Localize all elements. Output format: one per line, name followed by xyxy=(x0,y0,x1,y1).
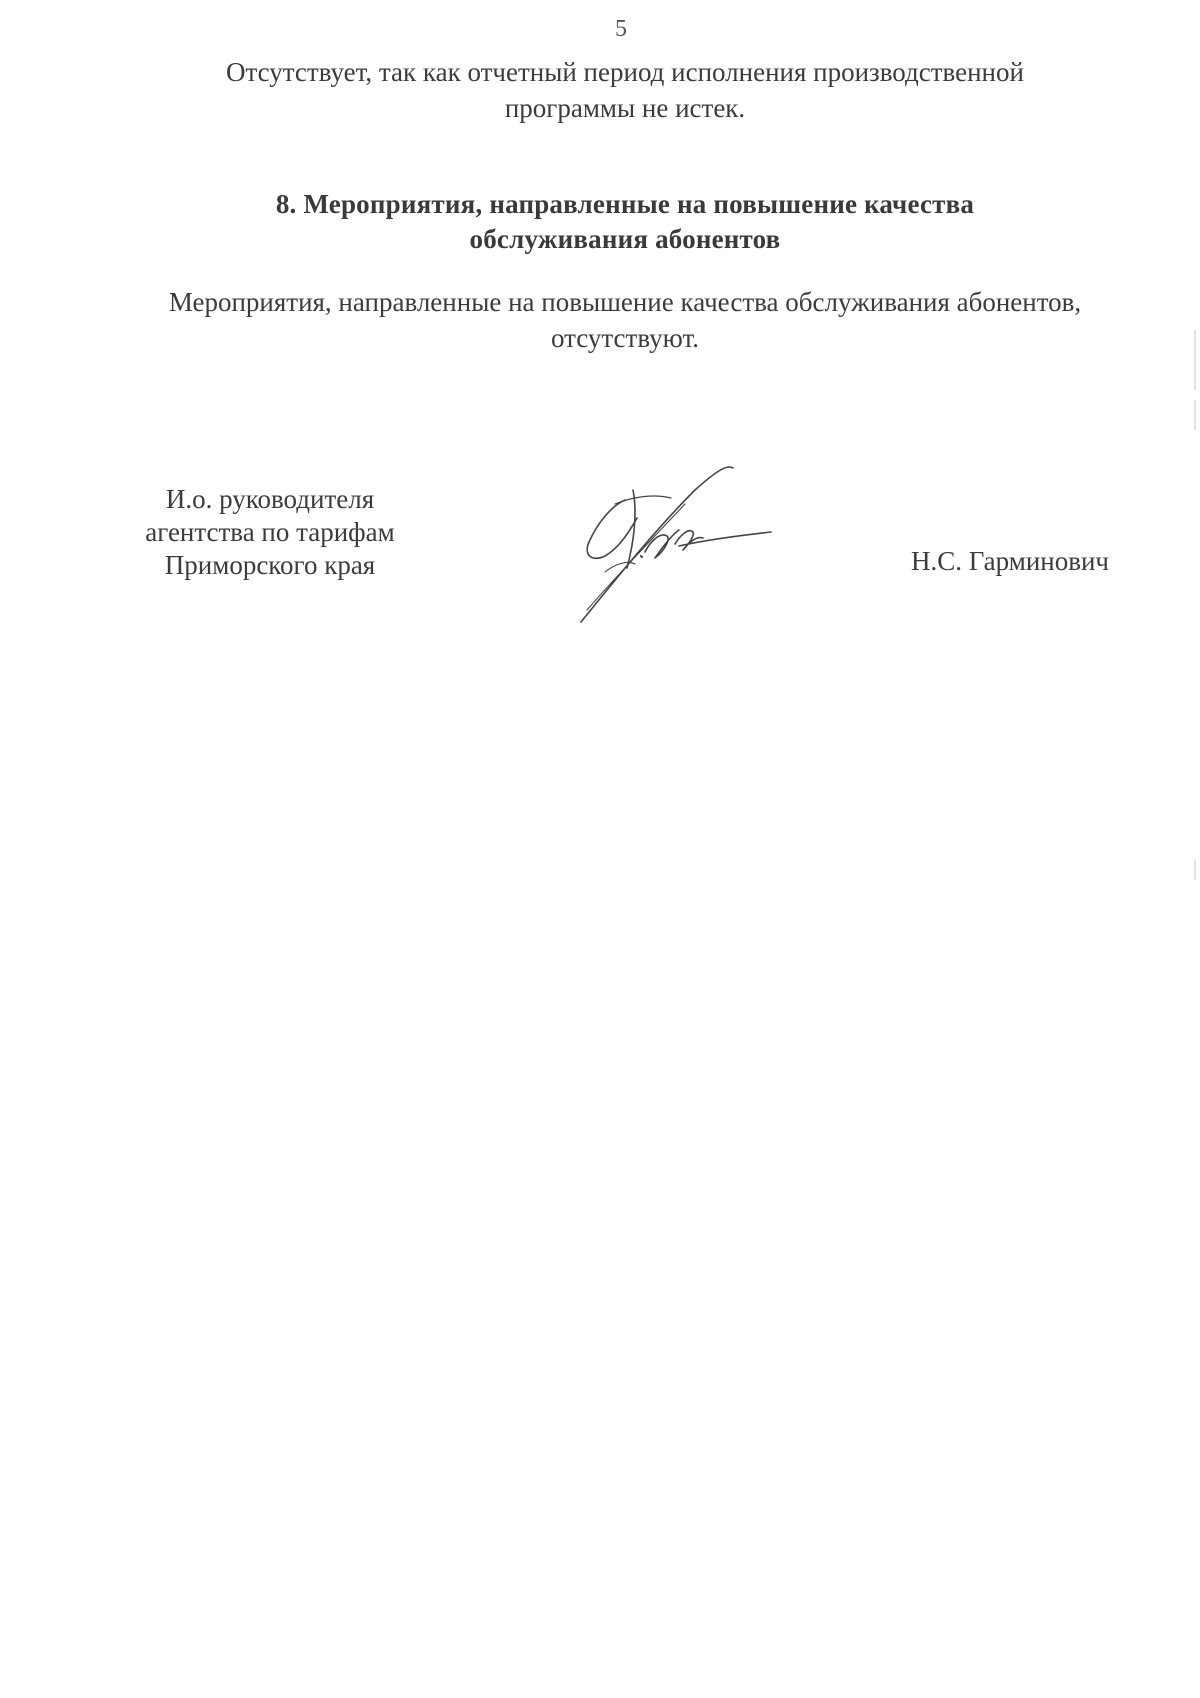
scan-edge-mark xyxy=(1194,860,1196,880)
page-number: 5 xyxy=(615,16,627,42)
handwritten-signature-icon xyxy=(575,460,785,630)
signatory-position-line-2: агентства по тарифам xyxy=(145,517,395,547)
section-8-text xyxy=(100,284,1150,356)
paragraph-status xyxy=(100,54,1150,126)
signatory-name: Н.С. Гарминович xyxy=(910,546,1110,576)
signatory-position-line-1: И.о. руководителя xyxy=(165,484,375,514)
signatory-position-line-3: Приморского края xyxy=(164,550,376,580)
section-8-text-line-2: отсутствуют. xyxy=(551,323,699,353)
section-8-heading xyxy=(100,187,1150,257)
section-8-text-line-1: Мероприятия, направленные на повышение качества обслуживания абонентов, xyxy=(168,287,1082,317)
paragraph-status-line-1: Отсутствует, так как отчетный период исполнения производственной xyxy=(226,57,1024,87)
section-8-heading-line-1: 8. Мероприятия, направленные на повышение качества xyxy=(275,189,975,219)
scan-edge-mark xyxy=(1194,330,1196,390)
paragraph-status-line-2: программы не истек. xyxy=(504,93,746,123)
signatory-position xyxy=(120,483,420,582)
section-8-heading-line-2: обслуживания абонентов xyxy=(469,224,781,254)
scan-edge-mark xyxy=(1194,400,1196,430)
